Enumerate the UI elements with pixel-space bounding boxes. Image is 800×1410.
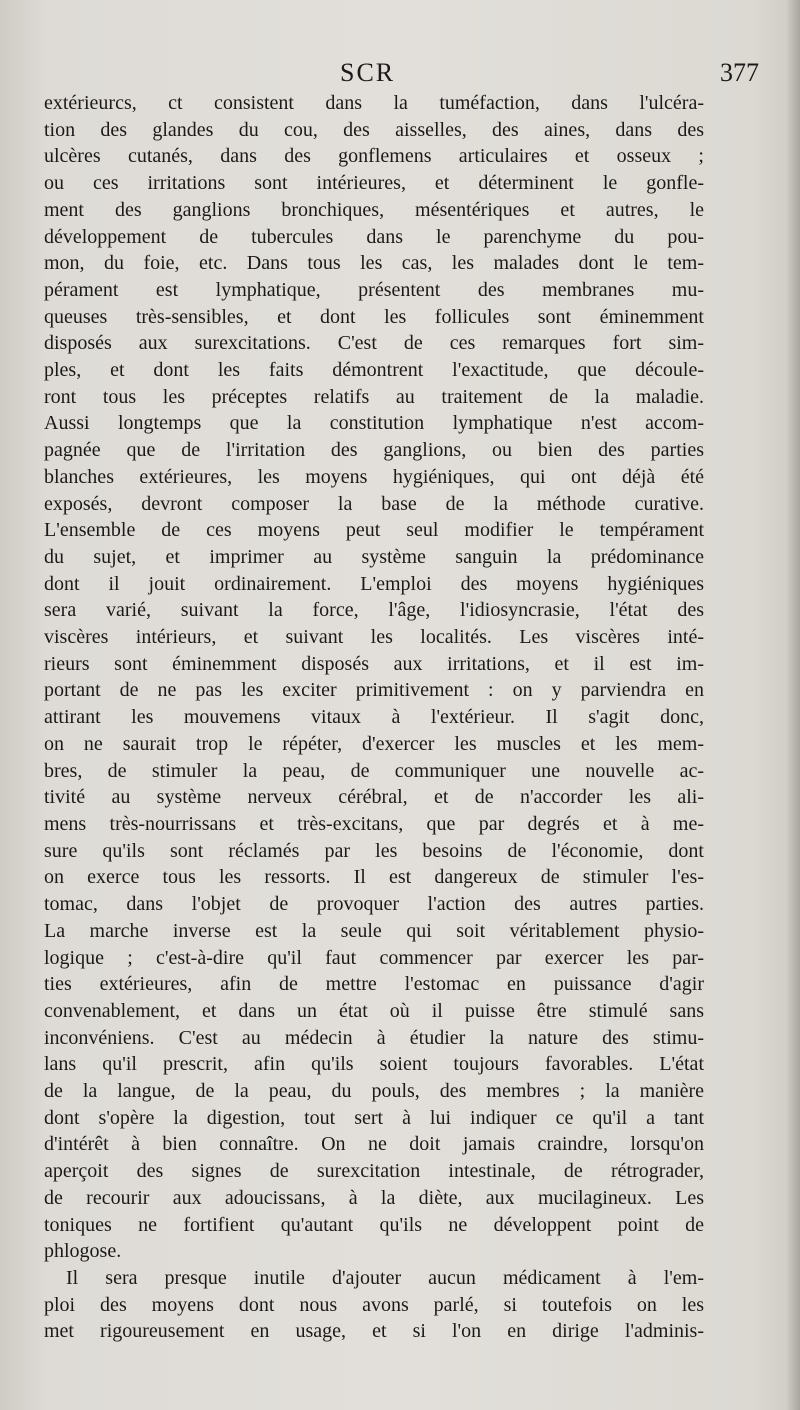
text-line: disposés aux surexcitations. C'est de ces remarques fort sim- [44, 332, 704, 355]
text-line: blanches extérieures, les moyens hygiéniques, qui ont déjà été [44, 465, 704, 488]
text-line: mon, du foie, etc. Dans tous les cas, les malades dont le tem- [44, 252, 704, 275]
text-line: Aussi longtemps que la constitution lymphatique n'est accom- [44, 412, 704, 435]
text-line: ples, et dont les faits démontrent l'exactitude, que découle- [44, 359, 704, 382]
text-line: développement de tubercules dans le parenchyme du pou- [44, 225, 704, 248]
text-line: de la langue, de la peau, du pouls, des membres ; la manière [44, 1080, 704, 1103]
text-line: mens très-nourrissans et très-excitans, que par degrés et à me- [44, 812, 704, 835]
text-line: lans qu'il prescrit, afin qu'ils soient toujours favorables. L'état [44, 1053, 704, 1076]
text-line: portant de ne pas les exciter primitivement : on y parviendra en [44, 679, 704, 702]
text-line: inconvéniens. C'est au médecin à étudier la nature des stimu- [44, 1026, 704, 1049]
text-line: rieurs sont éminemment disposés aux irritations, et il est im- [44, 652, 704, 675]
text-line: on ne saurait trop le répéter, d'exercer les muscles et les mem- [44, 732, 704, 755]
text-line: met rigoureusement en usage, et si l'on en dirige l'adminis- [44, 1320, 704, 1343]
page-number: 377 [720, 58, 759, 87]
text-line: bres, de stimuler la peau, de communiquer une nouvelle ac- [44, 759, 704, 782]
running-head: SCR [340, 58, 396, 87]
text-line: ploi des moyens dont nous avons parlé, si toutefois on les [44, 1293, 704, 1316]
text-line: pagnée que de l'irritation des ganglions, ou bien des parties [44, 439, 704, 462]
text-line: tomac, dans l'objet de provoquer l'action des autres parties. [44, 893, 704, 916]
text-line: ront tous les préceptes relatifs au traitement de la maladie. [44, 385, 704, 408]
page-header [0, 58, 800, 92]
text-line: ment des ganglions bronchiques, mésentériques et autres, le [44, 198, 704, 221]
text-line: viscères intérieurs, et suivant les localités. Les viscères inté- [44, 626, 704, 649]
text-line: attirant les mouvemens vitaux à l'extérieur. Il s'agit donc, [44, 706, 704, 729]
text-line: pérament est lymphatique, présentent des membranes mu- [44, 278, 704, 301]
text-line: ou ces irritations sont intérieures, et déterminent le gonfle- [44, 172, 704, 195]
text-line: d'intérêt à bien connaître. On ne doit jamais craindre, lorsqu'on [44, 1133, 704, 1156]
text-line: tion des glandes du cou, des aisselles, des aines, dans des [44, 118, 704, 141]
text-line: queuses très-sensibles, et dont les follicules sont éminemment [44, 305, 704, 328]
text-line: de recourir aux adoucissans, à la diète, aux mucilagineux. Les [44, 1186, 704, 1209]
text-line: on exerce tous les ressorts. Il est dangereux de stimuler l'es- [44, 866, 704, 889]
text-line: ties extérieures, afin de mettre l'estomac en puissance d'agir [44, 973, 704, 996]
text-line: dont s'opère la digestion, tout sert à lui indiquer ce qu'il a tant [44, 1106, 704, 1129]
text-line: convenablement, et dans un état où il puisse être stimulé sans [44, 999, 704, 1022]
text-line: tivité au système nerveux cérébral, et de n'accorder les ali- [44, 786, 704, 809]
text-line: du sujet, et imprimer au système sanguin la prédominance [44, 545, 704, 568]
paragraph [44, 90, 704, 1265]
text-line: phlogose. [44, 1240, 122, 1263]
text-line: sera varié, suivant la force, l'âge, l'idiosyncrasie, l'état des [44, 599, 704, 622]
text-line: toniques ne fortifient qu'autant qu'ils ne développent point de [44, 1213, 704, 1236]
text-line: L'ensemble de ces moyens peut seul modifier le tempérament [44, 519, 704, 542]
text-line: exposés, devront composer la base de la méthode curative. [44, 492, 704, 515]
text-line: Il sera presque inutile d'ajouter aucun médicament à l'em- [66, 1266, 704, 1289]
text-line: logique ; c'est-à-dire qu'il faut commencer par exercer les par- [44, 946, 704, 969]
body-text [44, 90, 704, 1345]
text-line: sure qu'ils sont réclamés par les besoins de l'économie, dont [44, 839, 704, 862]
text-line: ulcères cutanés, dans des gonflemens articulaires et osseux ; [44, 145, 704, 168]
text-line: aperçoit des signes de surexcitation intestinale, de rétrograder, [44, 1160, 704, 1183]
text-line: La marche inverse est la seule qui soit véritablement physio- [44, 919, 704, 942]
text-line: dont il jouit ordinairement. L'emploi des moyens hygiéniques [44, 572, 704, 595]
paragraph [44, 1265, 704, 1345]
text-line: extérieurcs, ct consistent dans la tuméfaction, dans l'ulcéra- [44, 92, 704, 114]
page-edge-shadow [786, 0, 800, 1410]
